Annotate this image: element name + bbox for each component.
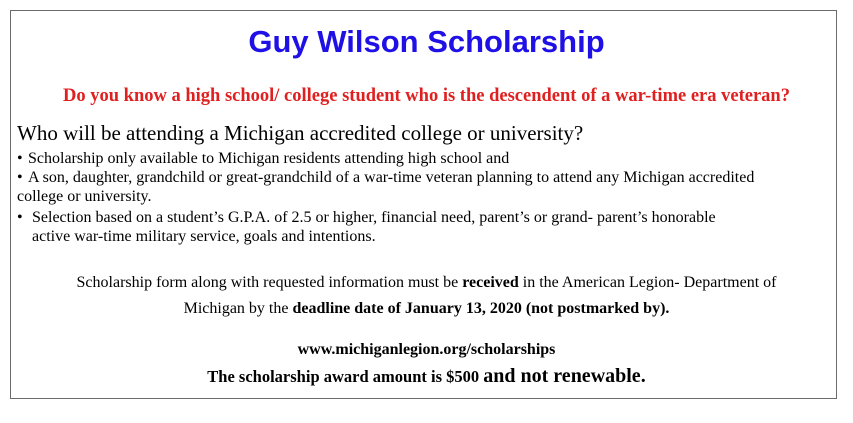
submission-instructions [0, 270, 853, 322]
list-item-text: A son, daughter, grandchild or great-grandchild of a war-time veteran planning to attend any Michigan accredited [28, 169, 755, 186]
not-renewable-text: and not renewable. [483, 365, 646, 387]
award-amount-text: The scholarship award amount is $500 [207, 367, 484, 386]
instruction-text: Michigan by the [183, 300, 293, 317]
page-title: Guy Wilson Scholarship [248, 24, 605, 59]
received-emphasis: received [462, 274, 519, 291]
bullet-icon: • [17, 169, 23, 186]
list-item [17, 149, 832, 168]
eligibility-list [17, 149, 832, 246]
list-item [17, 208, 832, 246]
list-item-text: Scholarship only available to Michigan residents attending high school and [28, 150, 510, 167]
instruction-text: Scholarship form along with requested information must be [76, 274, 463, 291]
bullet-icon: • [17, 209, 23, 226]
question-headline: Do you know a high school/ college student who is the descendent of a war-time era veteran? [63, 86, 790, 106]
list-item [17, 168, 832, 187]
list-item-continuation: college or university. [17, 188, 152, 205]
award-statement [0, 364, 853, 389]
website-link[interactable]: www.michiganlegion.org/scholarships [297, 341, 556, 358]
deadline-text: deadline date of January 13, 2020 (not postmarked by). [292, 300, 670, 317]
list-item-text: Selection based on a student’s G.P.A. of 2.5 or higher, financial need, parent’s or grand- parent’s honorable [32, 209, 716, 226]
attendance-question: Who will be attending a Michigan accredited college or university? [17, 121, 584, 145]
list-item-text: active war-time military service, goals and intentions. [32, 228, 376, 245]
bullet-icon: • [17, 150, 23, 167]
instruction-text: in the American Legion- Department of [518, 274, 777, 291]
